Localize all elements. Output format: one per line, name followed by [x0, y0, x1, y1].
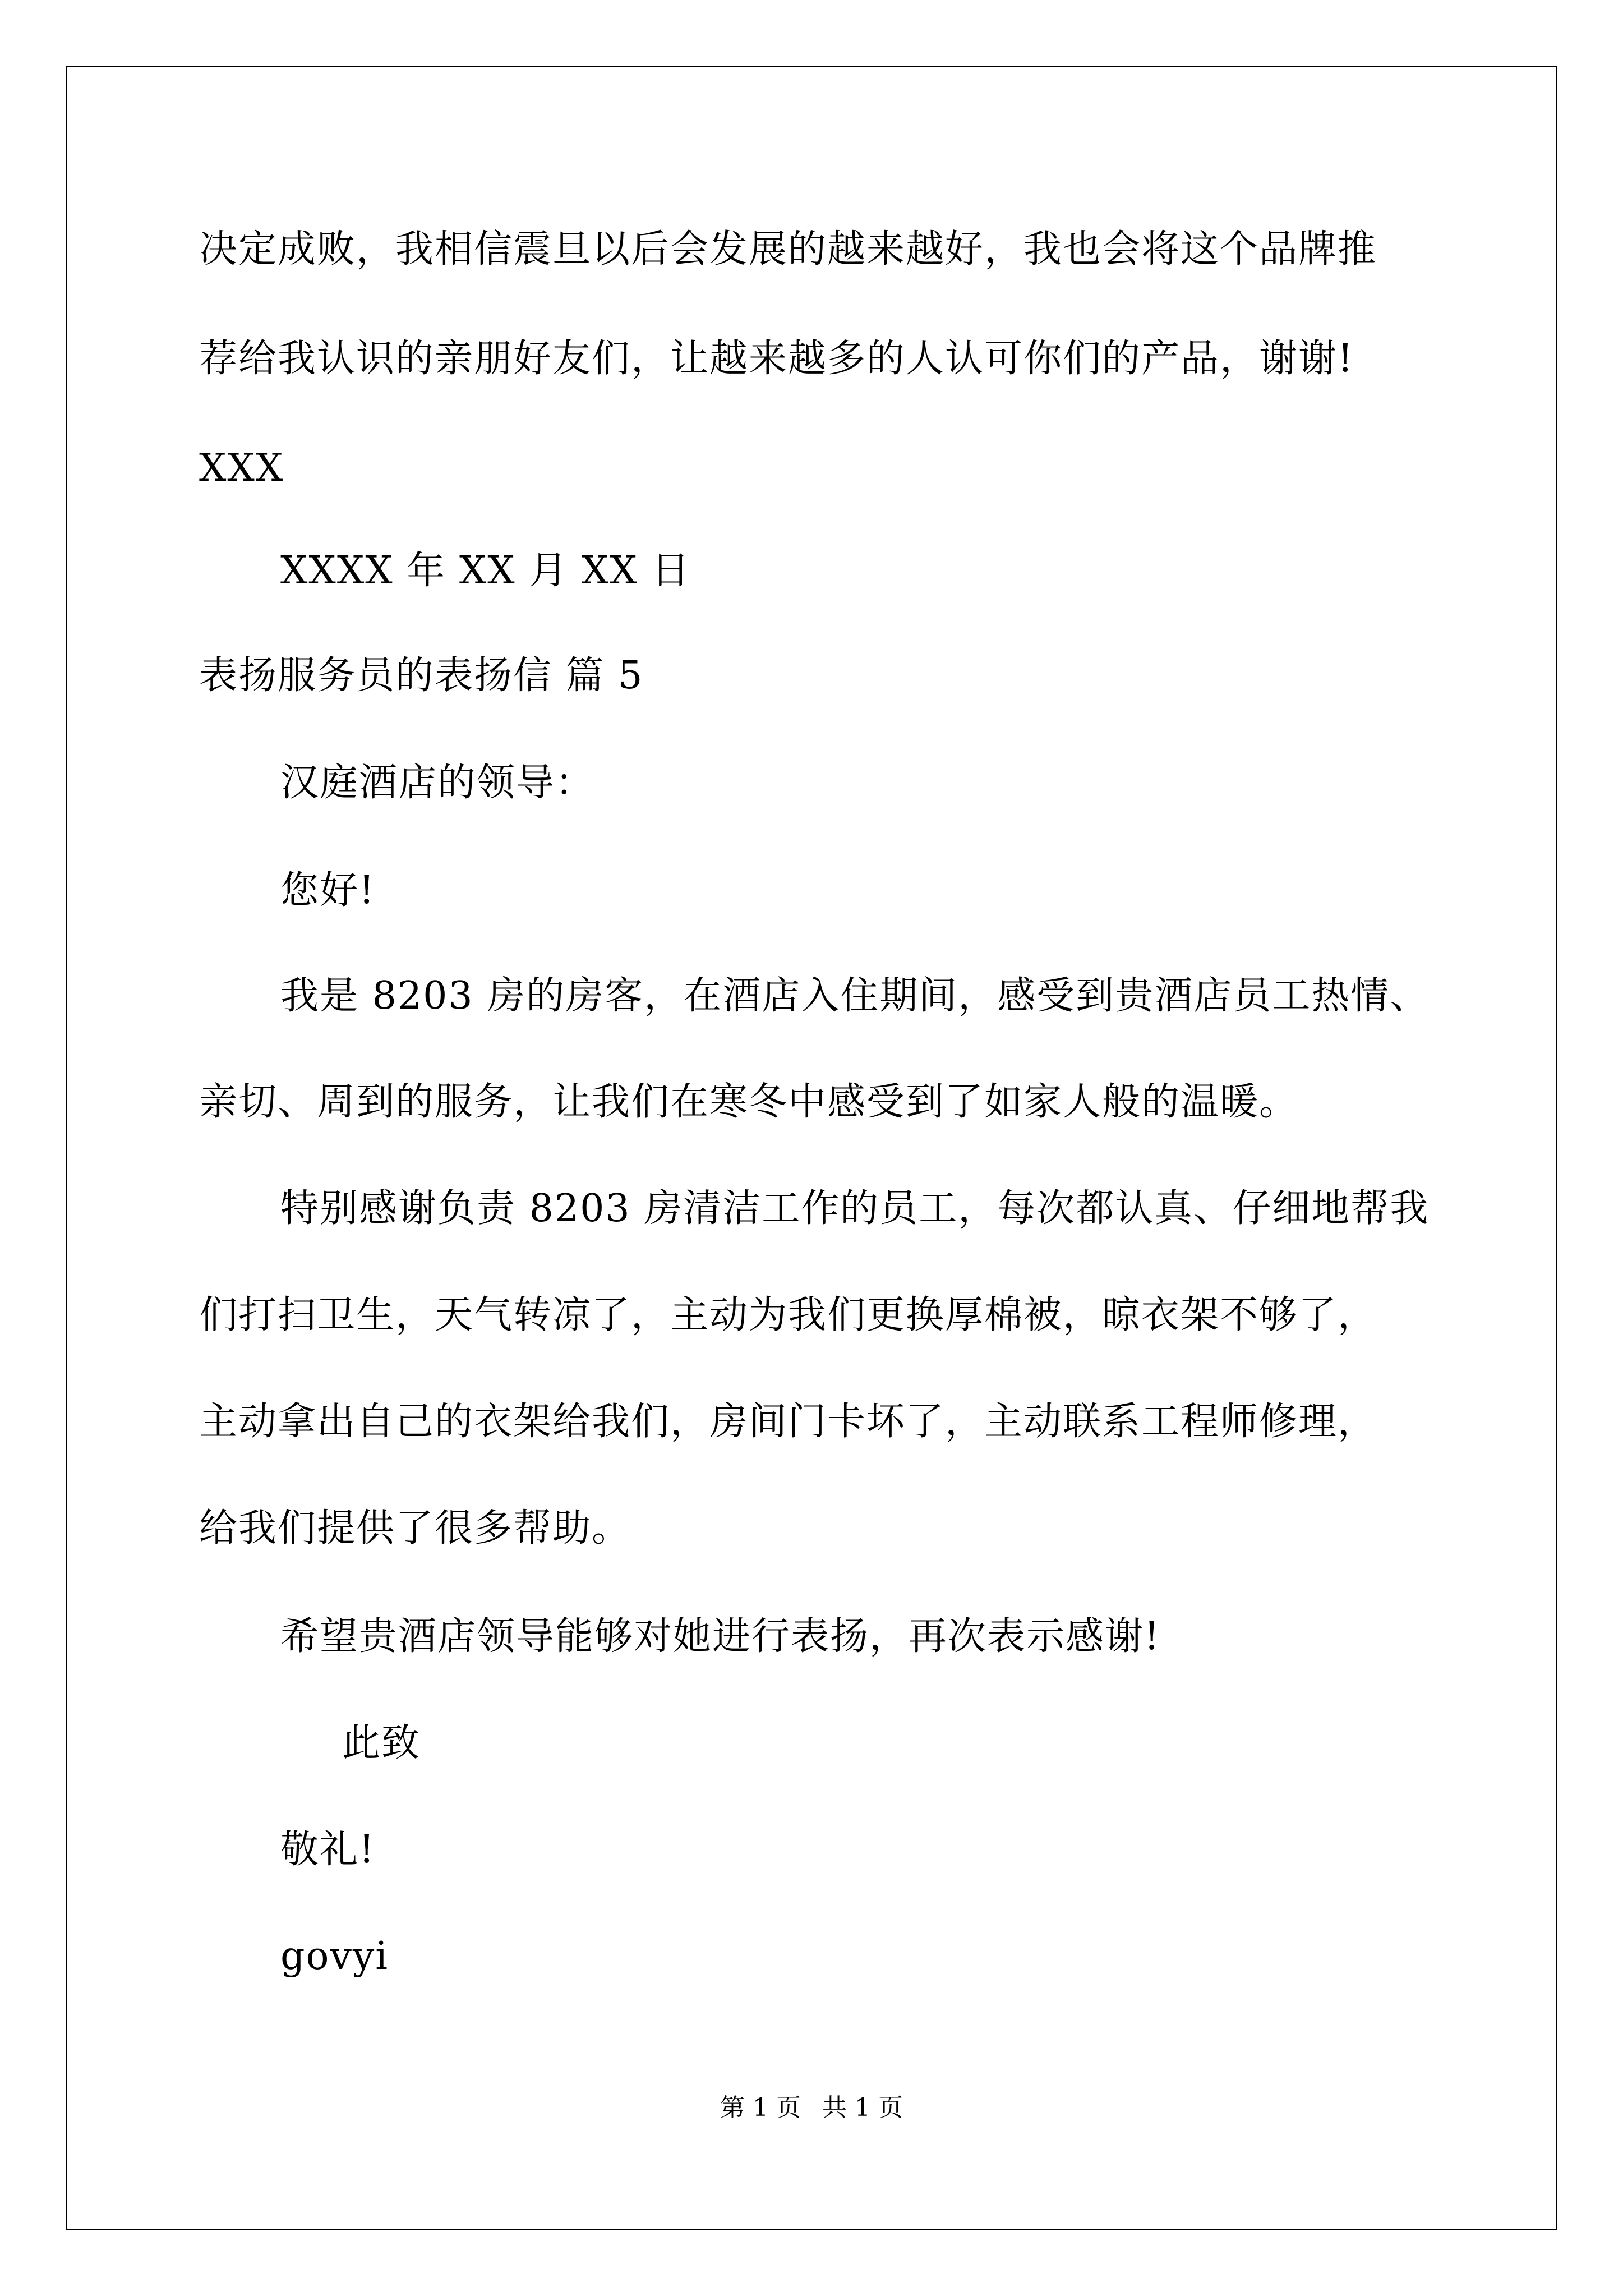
signature-name: XXX — [199, 446, 284, 490]
body-line-9: 亲切、周到的服务，让我们在寒冬中感受到了如家人般的温暖。 — [199, 1080, 1299, 1124]
body-line-8: 我是 8203 房的房客，在酒店入住期间，感受到贵酒店员工热情、 — [280, 974, 1430, 1018]
body-line-10: 特别感谢负责 8203 房清洁工作的员工，每次都认真、仔细地帮我 — [280, 1186, 1430, 1231]
letter-greeting: 您好! — [280, 868, 376, 913]
body-line-12: 主动拿出自己的衣架给我们，房间门卡坏了，主动联系工程师修理， — [199, 1400, 1377, 1444]
body-line-2: 荐给我认识的亲朋好友们，让越来越多的人认可你们的产品，谢谢! — [199, 337, 1354, 381]
closing-signature: govyi — [280, 1934, 389, 1978]
section-title: 表扬服务员的表扬信 篇 5 — [199, 654, 644, 698]
signature-date: XXXX 年 XX 月 XX 日 — [280, 549, 691, 593]
page-footer — [0, 2092, 1623, 2124]
body-line-11: 们打扫卫生，天气转凉了，主动为我们更换厚棉被，晾衣架不够了， — [199, 1293, 1377, 1337]
letter-salutation: 汉庭酒店的领导： — [280, 761, 595, 805]
body-line-1: 决定成败，我相信震旦以后会发展的越来越好，我也会将这个品牌推 — [199, 227, 1377, 272]
body-line-14: 希望贵酒店领导能够对她进行表扬，再次表示感谢! — [280, 1614, 1161, 1659]
closing-regards: 敬礼! — [280, 1828, 376, 1872]
total-pages: 共 1 页 — [822, 2093, 903, 2122]
body-line-13: 给我们提供了很多帮助。 — [199, 1506, 631, 1550]
page-number: 第 1 页 — [720, 2093, 801, 2122]
closing-phrase: 此致 — [342, 1721, 421, 1765]
page-border — [66, 66, 1557, 2230]
